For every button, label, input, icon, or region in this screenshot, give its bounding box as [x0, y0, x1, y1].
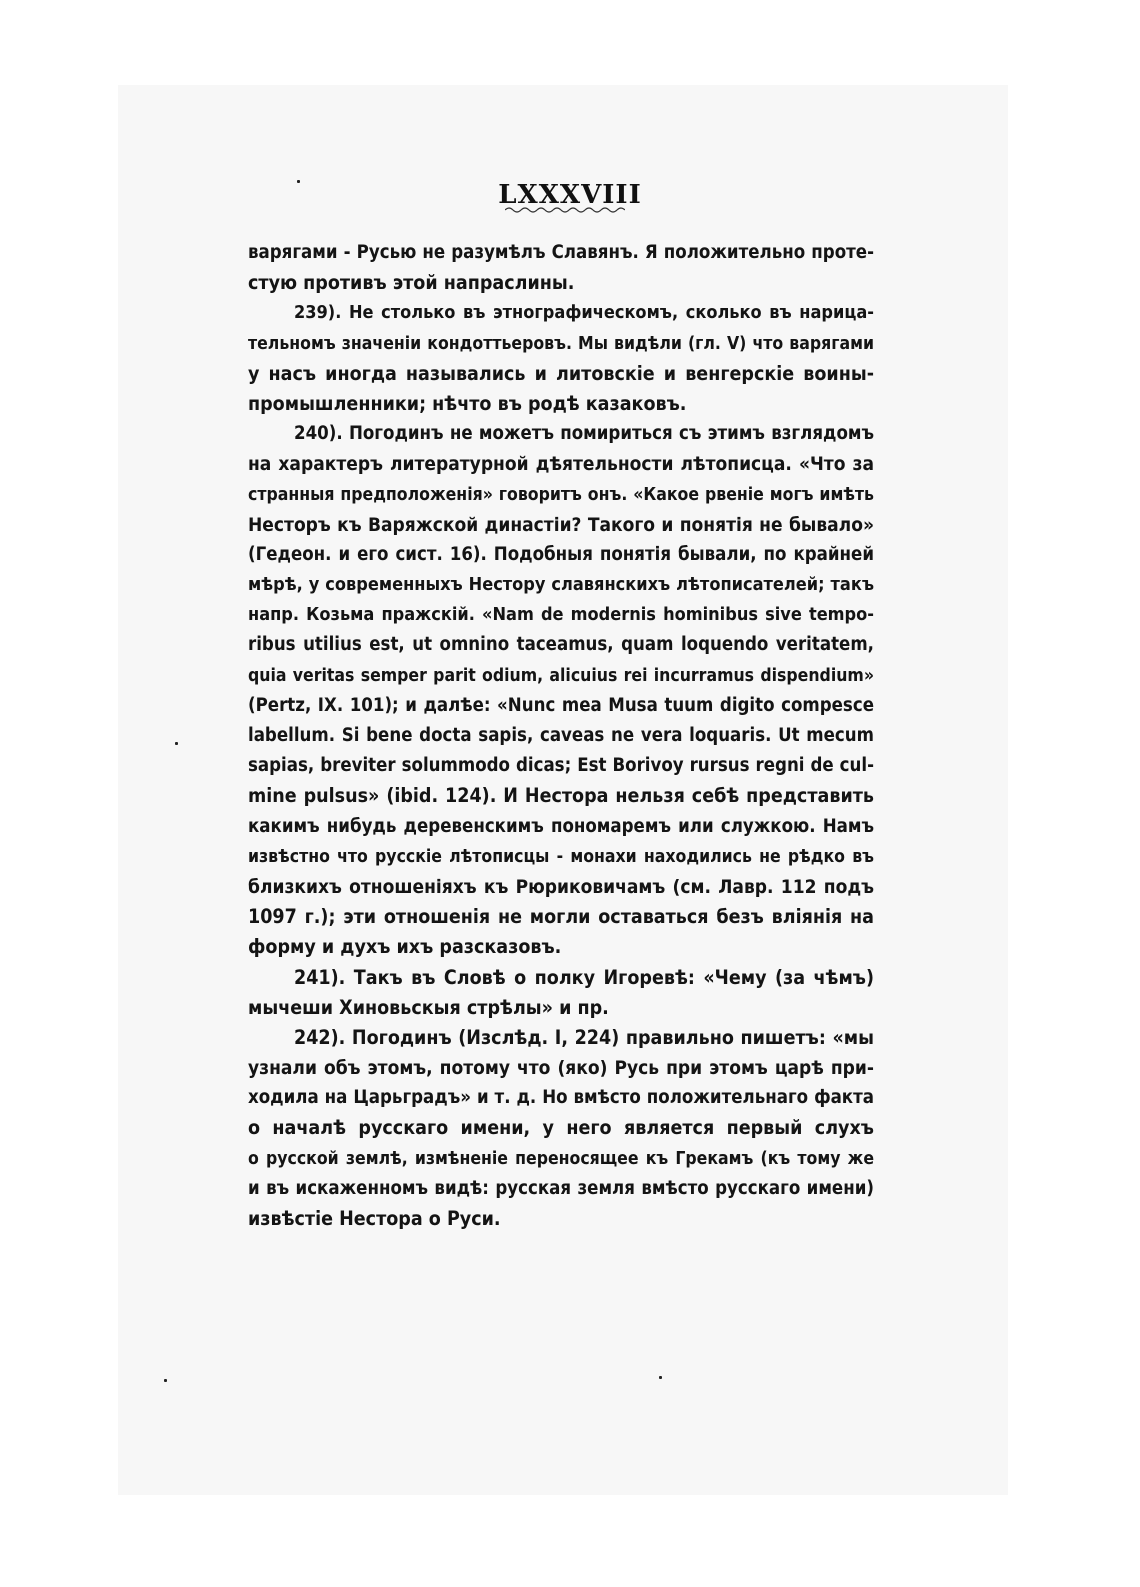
- text-line: 1097 г.); эти отношенія не могли оставаться безъ вліянія на: [248, 905, 874, 929]
- body-text: [248, 238, 874, 1234]
- text-line: мѣрѣ, у современныхъ Нестору славянскихъ лѣтописателей; такъ: [248, 574, 874, 596]
- text-line: Несторъ къ Варяжской династіи? Такого и понятія не бывало»: [248, 513, 874, 536]
- text-line: извѣстіе Нестора о Руси.: [248, 1207, 501, 1230]
- text-line: странныя предположенія» говоритъ онъ. «Какое рвеніе могъ имѣть: [248, 484, 874, 505]
- text-line: 240). Погодинъ не можетъ помириться съ этимъ взглядомъ: [294, 423, 874, 445]
- text-line: варягами - Русью не разумѣлъ Славянъ. Я положительно проте-: [248, 242, 874, 263]
- text-line: мычеши Хиновьскыя стрѣлы» и пр.: [248, 995, 609, 1019]
- text-line: 241). Такъ въ Словѣ о полку Игоревѣ: «Чему (за чѣмъ): [294, 965, 874, 989]
- text-line: quia veritas semper parit odium, alicuius rei incurramus dispendium»: [248, 665, 874, 686]
- text-line: извѣстно что русскіе лѣтописцы - монахи находились не рѣдко въ: [248, 846, 874, 867]
- text-line: у насъ иногда назывались и литовскіе и венгерскіе воины-: [248, 361, 874, 385]
- text-line: 242). Погодинъ (Изслѣд. I, 224) правильно пишетъ: «мы: [294, 1025, 874, 1049]
- scan-speck: [175, 742, 178, 745]
- text-line: ribus utilius est, ut omnino taceamus, quam loquendo veritatem,: [248, 634, 874, 656]
- text-line: тельномъ значеніи кондоттьеровъ. Мы видѣли (гл. V) что варягами: [248, 333, 874, 354]
- text-line: 239). Не столько въ этнографическомъ, сколько въ нарица-: [294, 302, 874, 324]
- scan-speck: [659, 1376, 662, 1379]
- scan-speck: [164, 1379, 167, 1382]
- page-number: LXXXVIII: [498, 180, 642, 210]
- text-line: mine pulsus» (ibid. 124). И Нестора нельзя себѣ представить: [248, 784, 874, 808]
- ornament-rule: [505, 206, 625, 214]
- text-line: (Гедеон. и его сист. 16). Подобныя понятія бывали, по крайней: [248, 543, 874, 565]
- text-line: на характеръ литературной дѣятельности лѣтописца. «Что за: [248, 453, 874, 476]
- text-line: о началѣ русскаго имени, у него является первый слухъ: [248, 1116, 874, 1140]
- text-line: форму и духъ ихъ разсказовъ.: [248, 935, 562, 959]
- scan-speck: [297, 180, 300, 183]
- text-line: напр. Козьма пражскій. «Nam de modernis hominibus sive tempo-: [248, 604, 874, 626]
- text-line: (Pertz, IX. 101); и далѣе: «Nunc mea Musa tuum digito compesce: [248, 694, 874, 716]
- text-line: близкихъ отношеніяхъ къ Рюриковичамъ (см. Лавр. 112 подъ: [248, 875, 874, 898]
- text-line: какимъ нибудь деревенскимъ пономаремъ или служкою. Намъ: [248, 815, 874, 837]
- text-line: промышленники; нѣчто въ родѣ казаковъ.: [248, 391, 687, 415]
- text-line: узнали объ этомъ, потому что (яко) Русь при этомъ царѣ при-: [248, 1057, 874, 1080]
- text-line: и въ искаженномъ видѣ: русская земля вмѣсто русскаго имени): [248, 1177, 874, 1199]
- text-line: sapias, breviter solummodo dicas; Est Borivoy rursus regni de cul-: [248, 755, 874, 777]
- text-line: labellum. Si bene docta sapis, caveas ne vera loquaris. Ut mecum: [248, 725, 874, 746]
- text-line: стую противъ этой напраслины.: [248, 271, 575, 295]
- text-line: ходила на Царьградъ» и т. д. Но вмѣсто положительнаго факта: [248, 1087, 874, 1109]
- text-line: о русской землѣ, измѣненіе переносящее къ Грекамъ (къ тому же: [248, 1148, 874, 1169]
